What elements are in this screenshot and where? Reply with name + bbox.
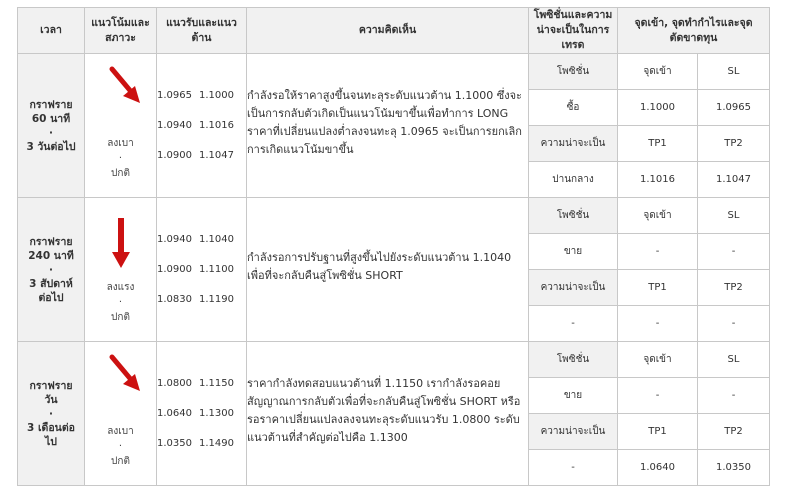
position-cell: TP2 (698, 126, 770, 162)
timeframe-cell (18, 342, 85, 486)
position-cell: จุดเข้า (618, 198, 698, 234)
support-level: 1.0350 (157, 437, 192, 449)
trend-arrow-icon (121, 354, 143, 397)
levels-cell (157, 342, 247, 486)
position-cell: TP2 (698, 414, 770, 450)
table-row (18, 54, 770, 90)
position-cell: ความน่าจะเป็น (529, 126, 618, 162)
position-cell: ความน่าจะเป็น (529, 414, 618, 450)
position-cell: SL (698, 342, 770, 378)
comment-cell (247, 198, 529, 342)
position-cell: จุดเข้า (618, 342, 698, 378)
position-cell: TP2 (698, 270, 770, 306)
header-entry: จุดเข้า, จุดทำกำไรและจุดตัดขาดทุน (618, 8, 770, 54)
separator-dot: · (49, 263, 53, 276)
separator-dot: · (118, 440, 123, 452)
support-level: 1.0940 (157, 119, 192, 131)
trend-condition: ปกติ (111, 167, 130, 179)
resistance-level: 1.1150 (199, 377, 234, 389)
position-cell: 1.1047 (698, 162, 770, 198)
position-cell: - (698, 306, 770, 342)
support-level: 1.0800 (157, 377, 192, 389)
separator-dot: · (49, 126, 53, 139)
header-row (18, 8, 770, 54)
position-cell: ขาย (529, 378, 618, 414)
resistance-level: 1.1000 (199, 89, 234, 101)
trend-strength: ลงเบา (107, 425, 134, 437)
period-label: 3 สัปดาห์ต่อไป (29, 277, 73, 304)
position-cell: ความน่าจะเป็น (529, 270, 618, 306)
trend-condition: ปกติ (111, 311, 130, 323)
separator-dot: · (118, 152, 123, 164)
trend-arrow-icon (121, 218, 131, 271)
header-time: เวลา (18, 8, 85, 54)
resistance-level: 1.1190 (199, 293, 234, 305)
position-cell: 1.1016 (618, 162, 698, 198)
trend-strength: ลงเบา (107, 137, 134, 149)
resistance-level: 1.1100 (199, 263, 234, 275)
header-levels: แนวรับและแนวต้าน (157, 8, 247, 54)
resistance-level: 1.1016 (199, 119, 234, 131)
position-cell: SL (698, 54, 770, 90)
comment-text: ราคากำลังทดสอบแนวต้านที่ 1.1150 เรากำลังรอคอยสัญญาณการกลับตัวเพื่อที่จะกลับคืนสู่โพซิชั่น SHORT หรือรอราคาเปลี่ยนแปลงลงจนทะลุระดับแนวรับ 1.0800 ระดับแนวต้านที่สำคัญต่อไปคือ 1.1300 (247, 376, 521, 444)
forecast-table (17, 7, 770, 486)
position-cell: ขาย (529, 234, 618, 270)
trend-cell (85, 198, 157, 342)
support-level: 1.0900 (157, 149, 192, 161)
timeframe-label: กราฟราย วัน (29, 379, 73, 406)
timeframe-cell (18, 54, 85, 198)
position-cell: TP1 (618, 414, 698, 450)
trend-arrow-icon (121, 66, 143, 109)
period-label: 3 วันต่อไป (26, 140, 76, 153)
position-cell: - (698, 234, 770, 270)
separator-dot: · (49, 407, 53, 420)
timeframe-label: กราฟราย 240 นาที (28, 235, 74, 262)
trend-cell (85, 342, 157, 486)
separator-dot: · (118, 296, 123, 308)
header-position: โพซิชั่นและความน่าจะเป็นในการเทรด (529, 8, 618, 54)
header-trend: แนวโน้มและสภาวะ (85, 8, 157, 54)
comment-text: กำลังรอการปรับฐานที่สูงขึ้นไปยังระดับแนวต้าน 1.1040 เพื่อที่จะกลับคืนสู่โพซิชั่น SHORT (247, 250, 512, 282)
trend-cell (85, 54, 157, 198)
timeframe-label: กราฟราย 60 นาที (29, 98, 73, 125)
position-cell: โพซิชั่น (529, 54, 618, 90)
position-cell: - (698, 378, 770, 414)
table-row (18, 342, 770, 378)
position-cell: - (618, 234, 698, 270)
table-row (18, 198, 770, 234)
trend-strength: ลงแรง (106, 281, 135, 293)
timeframe-cell (18, 198, 85, 342)
trend-condition: ปกติ (111, 455, 130, 467)
position-cell: TP1 (618, 270, 698, 306)
support-level: 1.0965 (157, 89, 192, 101)
support-level: 1.0640 (157, 407, 192, 419)
position-cell: โพซิชั่น (529, 198, 618, 234)
comment-text: กำลังรอให้ราคาสูงขึ้นจนทะลุระดับแนวต้าน 1.1000 ซึ่งจะเป็นการกลับตัวเกิดเป็นแนวโน้มขาขึ้นเพื่อทำการ LONG ราคาที่เปลี่ยนแปลงต่ำลงจนทะลุ 1.0965 จะเป็นการยกเลิกการเกิดแนวโน้มขาขึ้น (247, 88, 522, 156)
resistance-level: 1.1490 (199, 437, 234, 449)
position-cell: - (618, 378, 698, 414)
support-level: 1.0900 (157, 263, 192, 275)
position-cell: 1.0965 (698, 90, 770, 126)
position-cell: 1.0640 (618, 450, 698, 486)
position-cell: ปานกลาง (529, 162, 618, 198)
position-cell: - (529, 450, 618, 486)
position-cell: TP1 (618, 126, 698, 162)
comment-cell (247, 342, 529, 486)
position-cell: SL (698, 198, 770, 234)
position-cell: 1.0350 (698, 450, 770, 486)
position-cell: โพซิชั่น (529, 342, 618, 378)
levels-cell (157, 54, 247, 198)
period-label: 3 เดือนต่อไป (27, 421, 75, 448)
position-cell: - (618, 306, 698, 342)
header-comment: ความคิดเห็น (247, 8, 529, 54)
position-cell: 1.1000 (618, 90, 698, 126)
position-cell: ซื้อ (529, 90, 618, 126)
resistance-level: 1.1300 (199, 407, 234, 419)
forecast-table-container (17, 7, 769, 486)
levels-cell (157, 198, 247, 342)
comment-cell (247, 54, 529, 198)
resistance-level: 1.1047 (199, 149, 234, 161)
support-level: 1.0940 (157, 233, 192, 245)
position-cell: - (529, 306, 618, 342)
support-level: 1.0830 (157, 293, 192, 305)
position-cell: จุดเข้า (618, 54, 698, 90)
resistance-level: 1.1040 (199, 233, 234, 245)
